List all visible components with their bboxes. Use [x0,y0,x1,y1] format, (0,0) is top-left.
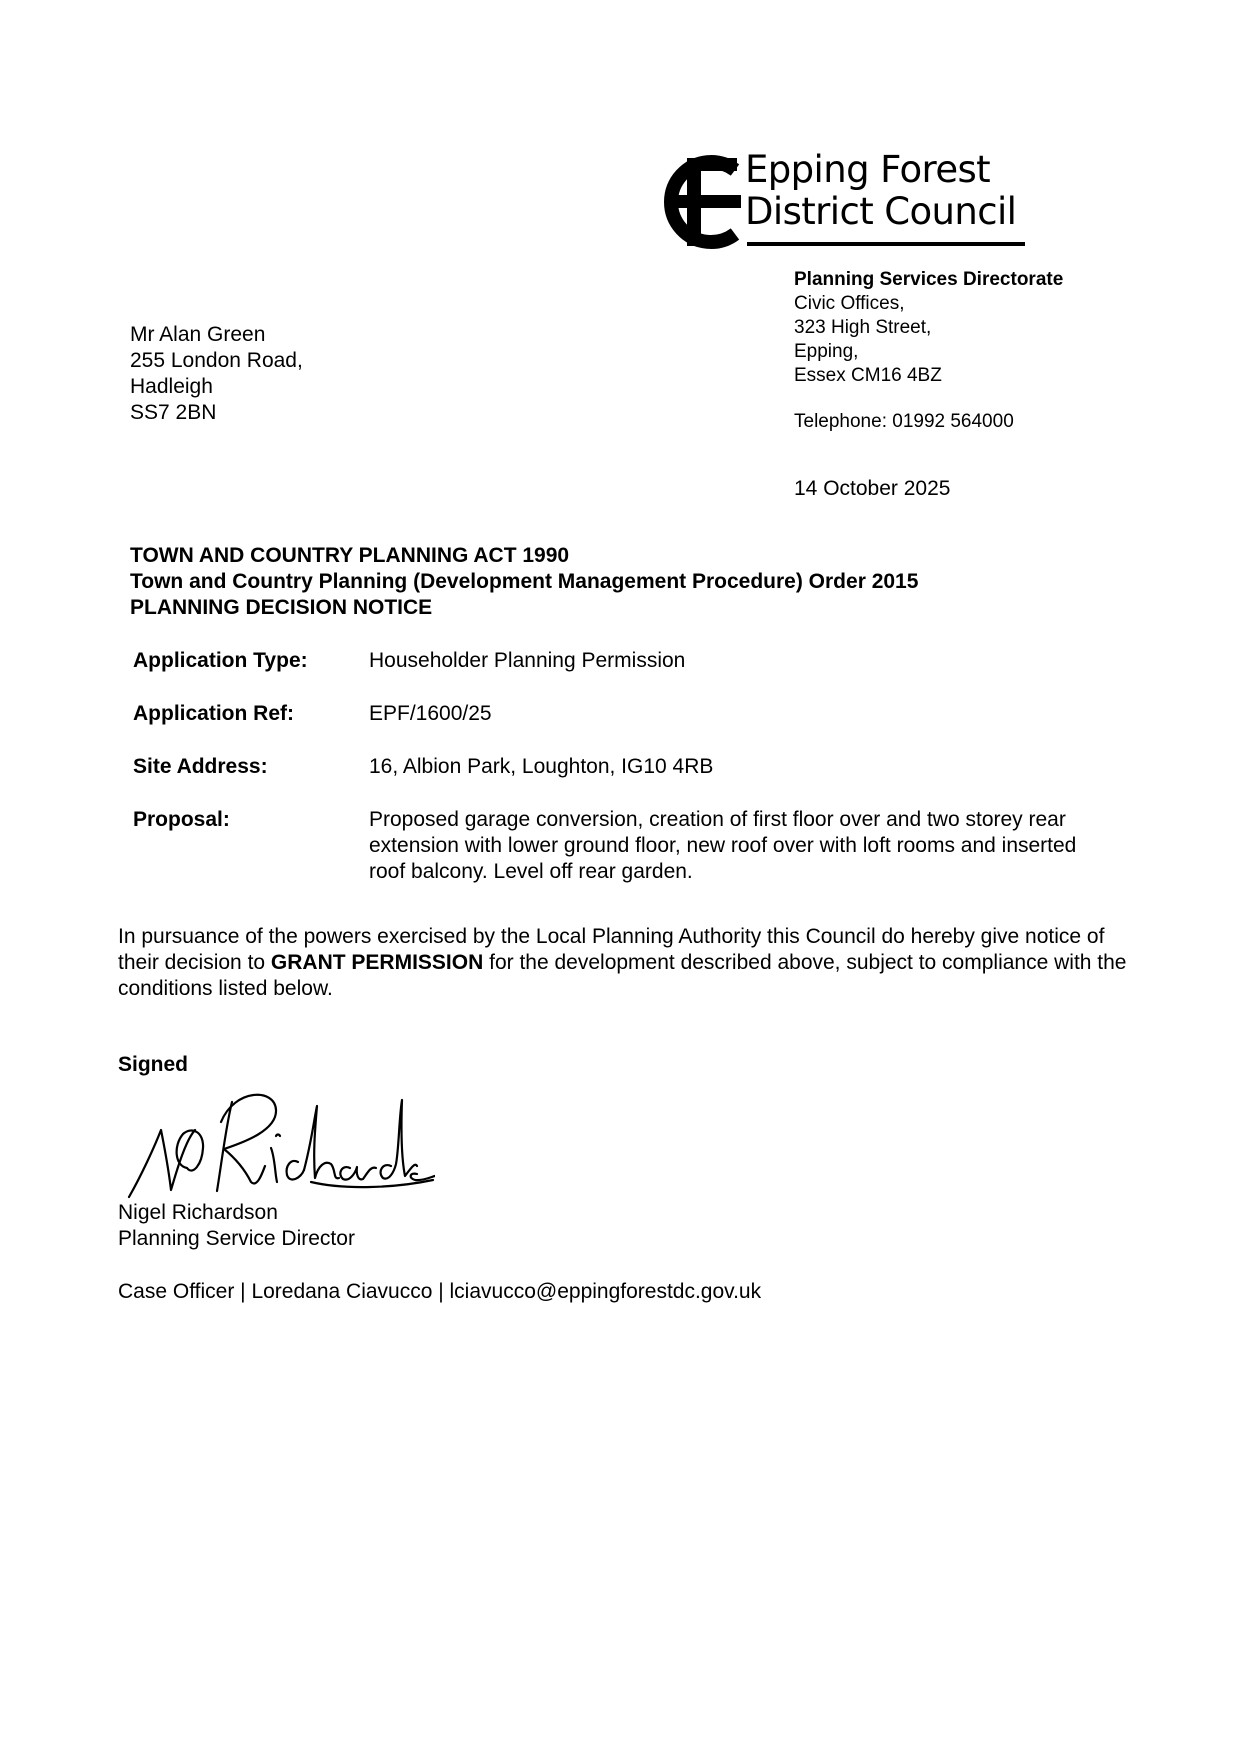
logo-line-1: Epping Forest [745,148,991,191]
recipient-address-block [130,322,303,426]
detail-row-application-type [133,648,1123,674]
council-address-block [794,268,1063,434]
council-address-line: Epping, [794,341,859,362]
detail-value: EPF/1600/25 [369,702,492,725]
recipient-name: Mr Alan Green [130,323,266,346]
decision-paragraph [118,924,1128,1002]
council-address-line: Essex CM16 4BZ [794,365,942,386]
decision-text-after: for the development described above, subject to compliance with the conditions listed below. [118,951,1127,1000]
notice-title: PLANNING DECISION NOTICE [130,596,433,619]
letter-date: 14 October 2025 [794,477,951,500]
detail-value: Householder Planning Permission [369,649,686,672]
decision-text-before: In pursuance of the powers exercised by the Local Planning Authority this Council do hereby give notice of their decision to [118,925,1105,974]
detail-row-site-address [133,754,1123,780]
recipient-address-line: SS7 2BN [130,401,217,424]
detail-label: Proposal: [133,808,230,831]
recipient-address-line: Hadleigh [130,375,213,398]
application-details [133,648,1123,912]
council-address-line: 323 High Street, [794,317,932,338]
detail-value: Proposed garage conversion, creation of first floor over and two storey rear extension with lower ground floor, new roof over with loft rooms and inserted roof balcony. Level off rear garden. [369,808,1077,883]
council-logo [655,148,1035,252]
department-name: Planning Services Directorate [794,269,1064,290]
signatory-title: Planning Service Director [118,1227,355,1250]
council-telephone: Telephone: 01992 564000 [794,411,1014,432]
detail-label: Application Type: [133,649,308,672]
signatory-block [118,1200,355,1252]
detail-label: Application Ref: [133,702,294,725]
council-logo-wordmark [745,149,1016,233]
logo-line-2: District Council [745,190,1017,233]
detail-row-proposal [133,807,1123,885]
council-emblem-icon [655,152,745,252]
detail-label: Site Address: [133,755,268,778]
case-officer-line: Case Officer | Loredana Ciavucco | lciavucco@eppingforestdc.gov.uk [118,1280,762,1303]
signatory-name: Nigel Richardson [118,1201,278,1224]
notice-heading [130,543,918,621]
signed-label: Signed [118,1053,189,1076]
logo-underline [747,242,1025,246]
act-title: TOWN AND COUNTRY PLANNING ACT 1990 [130,544,570,567]
detail-value: 16, Albion Park, Loughton, IG10 4RB [369,755,714,778]
handwritten-signature [125,1078,435,1200]
recipient-address-line: 255 London Road, [130,349,303,372]
decision-outcome: GRANT PERMISSION [270,951,484,974]
detail-row-application-ref [133,701,1123,727]
council-address-line: Civic Offices, [794,293,905,314]
order-title: Town and Country Planning (Development Management Procedure) Order 2015 [130,570,919,593]
